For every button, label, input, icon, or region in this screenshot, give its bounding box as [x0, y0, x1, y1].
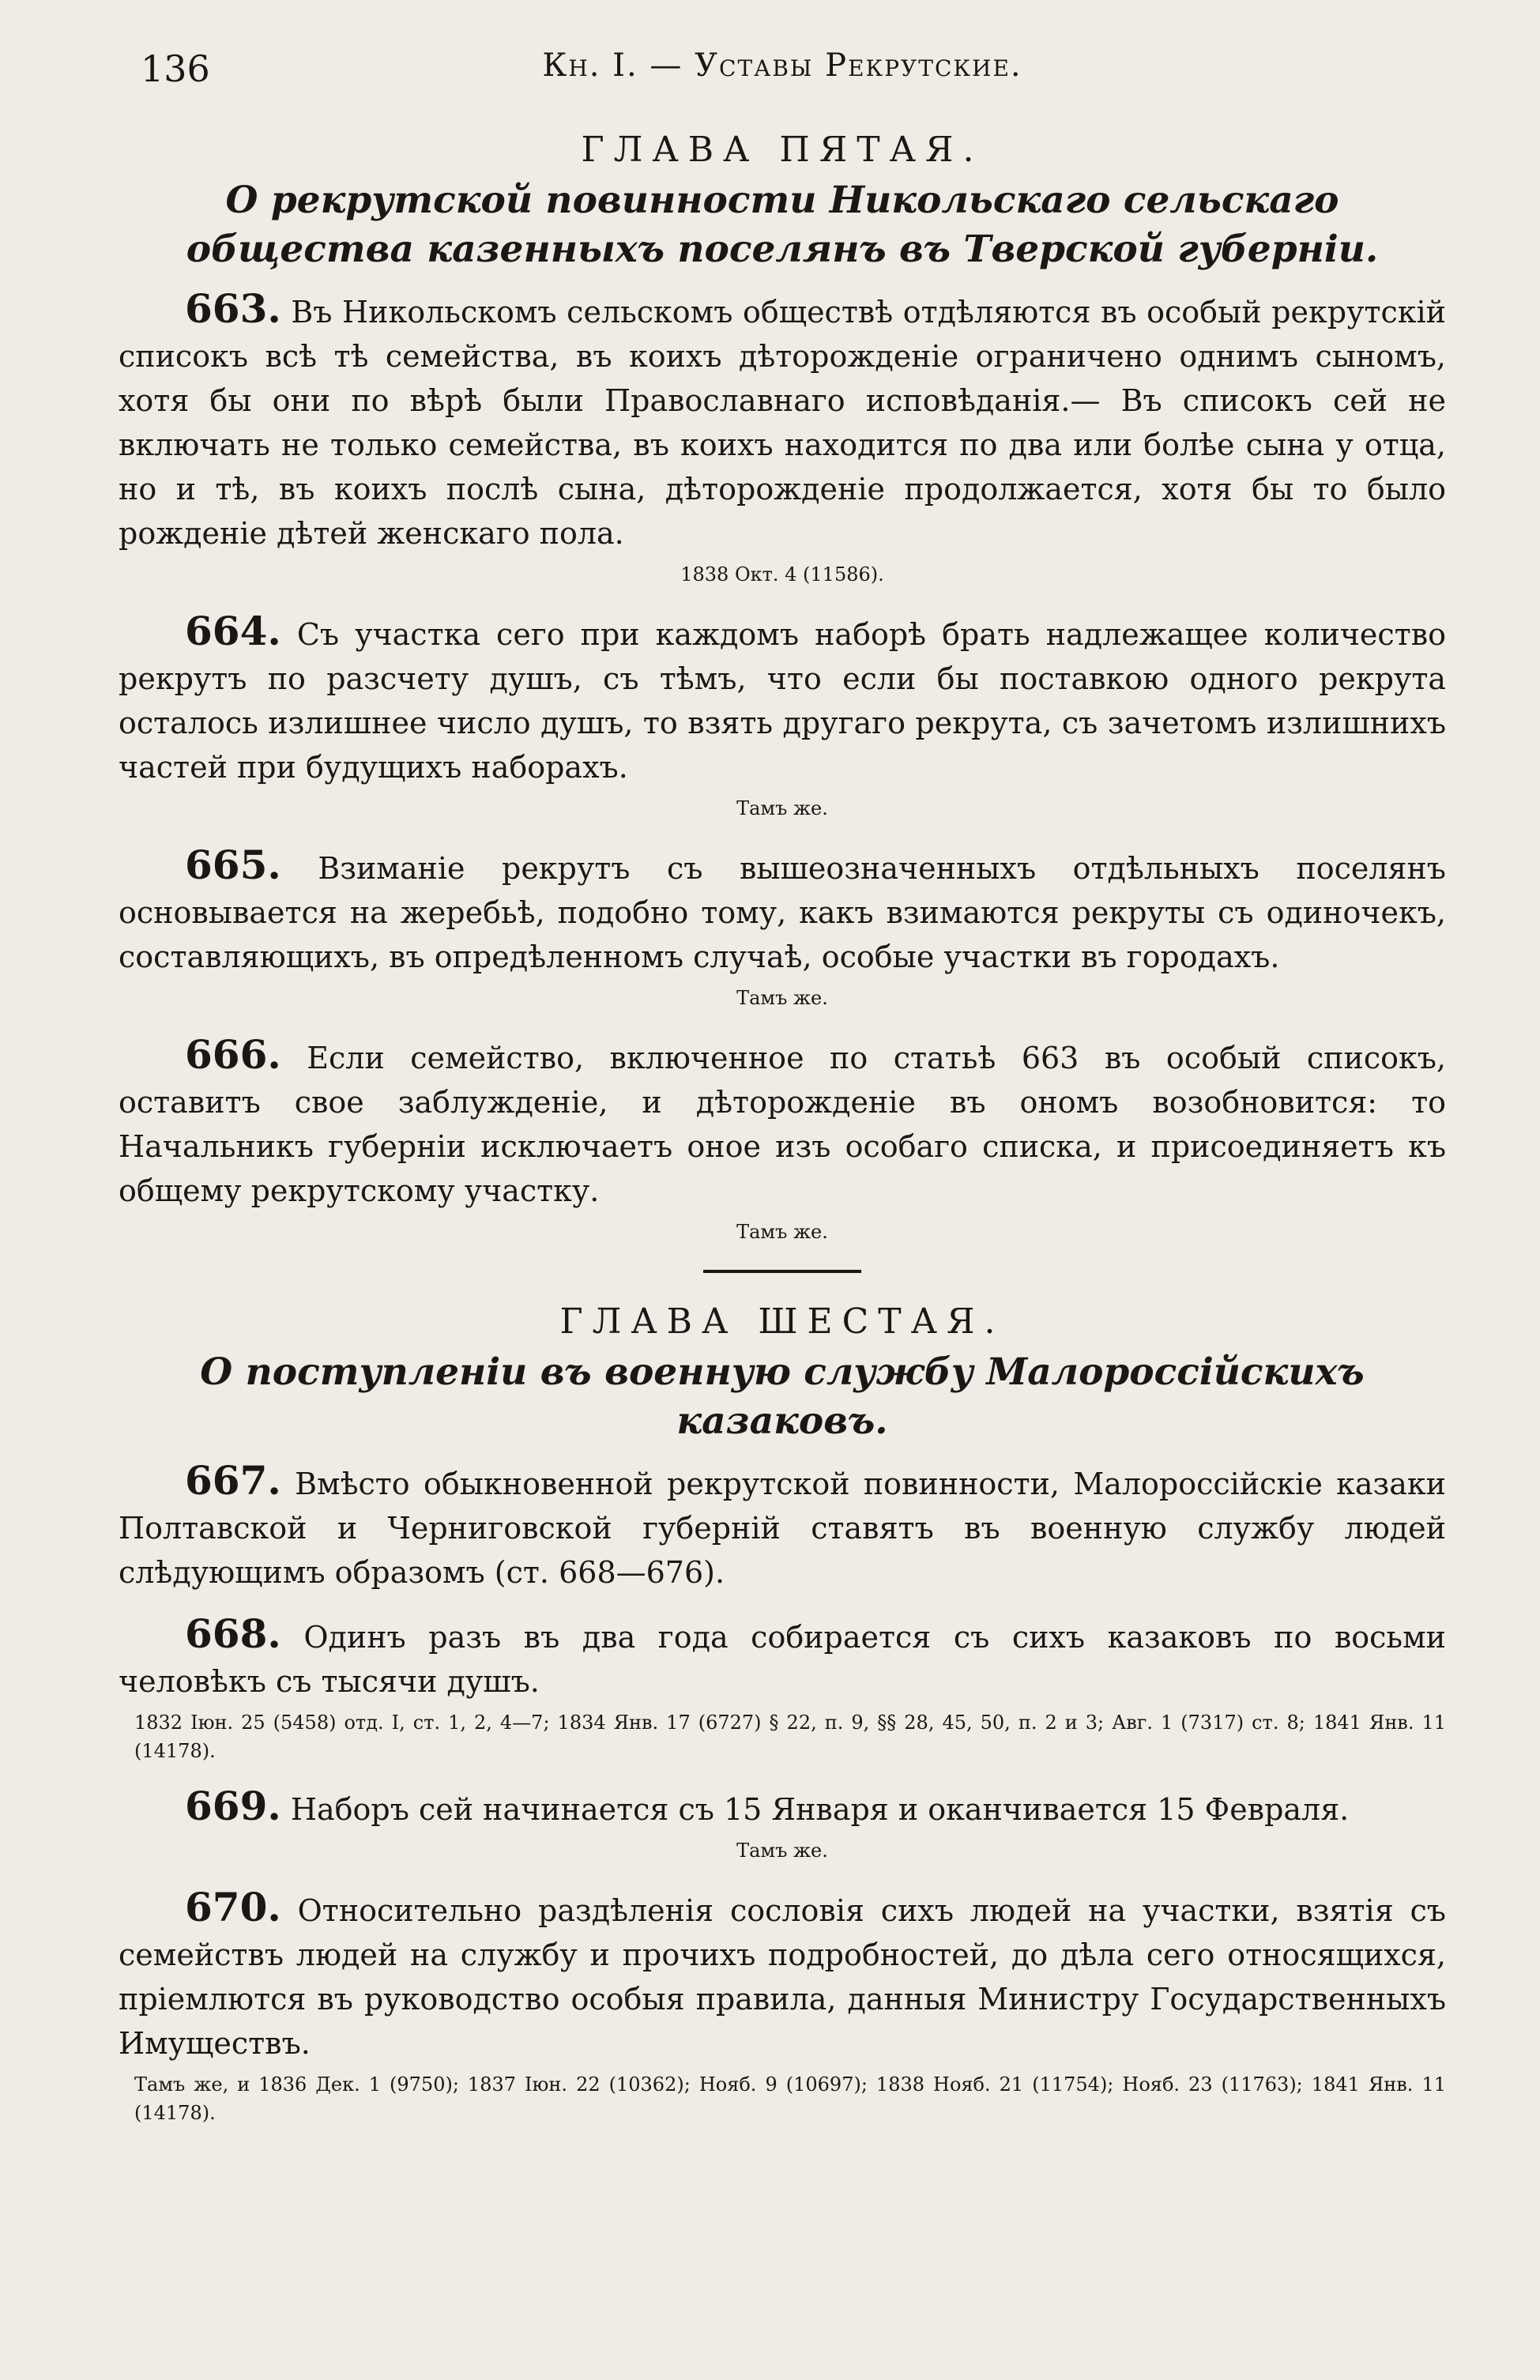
article-number: 664.	[185, 608, 281, 654]
article-666-source: Тамъ же.	[736, 1221, 828, 1243]
article-text: Относительно раздѣленія сословія сихъ людей на участки, взятія съ семействъ людей на службу и прочихъ подробностей, до дѣла сего относящихся, пріемлются въ руководство особыя правила, данныя Министру Государственныхъ Имуществъ.	[119, 1893, 1446, 2061]
article-668-citation: 1832 Іюн. 25 (5458) отд. I, ст. 1, 2, 4—7; 1834 Янв. 17 (6727) § 22, п. 9, §§ 28, 45, 50, п. 2 и 3; Авг. 1 (7317) ст. 8; 1841 Янв. 11 (14178).	[134, 1712, 1446, 1762]
article-664-source: Тамъ же.	[736, 797, 828, 819]
article-number: 667.	[185, 1457, 281, 1504]
article-670	[119, 1885, 1446, 2066]
article-text: Наборъ сей начинается съ 15 Января и оканчивается 15 Февраля.	[290, 1792, 1350, 1827]
article-668	[119, 1612, 1446, 1704]
article-number: 670.	[185, 1884, 281, 1930]
article-number: 668.	[185, 1610, 281, 1657]
article-670-citation: Тамъ же, и 1836 Дек. 1 (9750); 1837 Іюн. 22 (10362); Нояб. 9 (10697); 1838 Нояб. 21 (11754); Нояб. 23 (11763); 1841 Янв. 11 (14178).	[134, 2073, 1446, 2124]
article-number: 669.	[185, 1783, 281, 1829]
article-669	[119, 1784, 1446, 1832]
chapter-6-subtitle: О поступленіи въ военную службу Малороссійскихъ казаковъ.	[200, 1350, 1365, 1443]
article-text: Одинъ разъ въ два года собирается съ сихъ казаковъ по восьми человѣкъ съ тысячи душъ.	[119, 1620, 1446, 1699]
running-head: Кн. I. — Уставы Рекрутские.	[542, 47, 1022, 84]
article-667	[119, 1459, 1446, 1595]
article-663	[119, 287, 1446, 555]
article-number: 666.	[185, 1031, 281, 1078]
article-number: 665.	[185, 842, 281, 888]
article-665-source: Тамъ же.	[736, 987, 828, 1009]
chapter-6-title: ГЛАВА ШЕСТАЯ.	[559, 1301, 1005, 1342]
page-number: 136	[141, 47, 210, 90]
article-text: Съ участка сего при каждомъ наборѣ брать надлежащее количество рекрутъ по разсчету душъ, съ тѣмъ, что если бы поставкою одного рекрута осталось излишнее число душъ, то взять другаго рекрута, съ зачетомъ излишнихъ частей при будущихъ наборахъ.	[119, 617, 1446, 785]
article-text: Вмѣсто обыкновенной рекрутской повинности, Малороссійскіе казаки Полтавской и Черниговской губерній ставятъ въ военную службу людей слѣдующимъ образомъ (ст. 668—676).	[119, 1467, 1446, 1590]
page-header	[134, 47, 1430, 103]
article-text: Въ Никольскомъ сельскомъ обществѣ отдѣляются въ особый рекрутскій списокъ всѣ тѣ семейства, въ коихъ дѣторожденіе ограничено однимъ сыномъ, хотя бы они по вѣрѣ были Православнаго исповѣданія.— Въ списокъ сей не включать не только семейства, въ коихъ находится по два или болѣе сына у отца, но и тѣ, въ коихъ послѣ сына, дѣторожденіе продолжается, хотя бы то было рожденіе дѣтей женскаго пола.	[119, 295, 1446, 551]
article-665	[119, 843, 1446, 979]
article-664	[119, 609, 1446, 789]
chapter-5-title: ГЛАВА ПЯТАЯ.	[581, 130, 984, 170]
section-divider	[703, 1270, 861, 1273]
article-text: Если семейство, включенное по статьѣ 663 въ особый списокъ, оставитъ свое заблужденіе, и дѣторожденіе въ ономъ возобновится: то Начальникъ губерніи исключаетъ оное изъ особаго списка, и присоединяетъ къ общему рекрутскому участку.	[119, 1041, 1446, 1208]
chapter-5-subtitle: О рекрутской повинности Никольскаго сельскаго общества казенныхъ поселянъ въ Тверской губерніи.	[186, 179, 1379, 271]
article-663-source: 1838 Окт. 4 (11586).	[680, 563, 884, 586]
article-text: Взиманіе рекрутъ съ вышеозначенныхъ отдѣльныхъ поселянъ основывается на жеребьѣ, подобно тому, какъ взимаются рекруты съ одиночекъ, составляющихъ, въ опредѣленномъ случаѣ, особые участки въ городахъ.	[119, 851, 1446, 974]
article-number: 663.	[185, 285, 281, 332]
article-666	[119, 1033, 1446, 1213]
text-column	[119, 119, 1446, 2146]
article-669-source: Тамъ же.	[736, 1840, 828, 1862]
